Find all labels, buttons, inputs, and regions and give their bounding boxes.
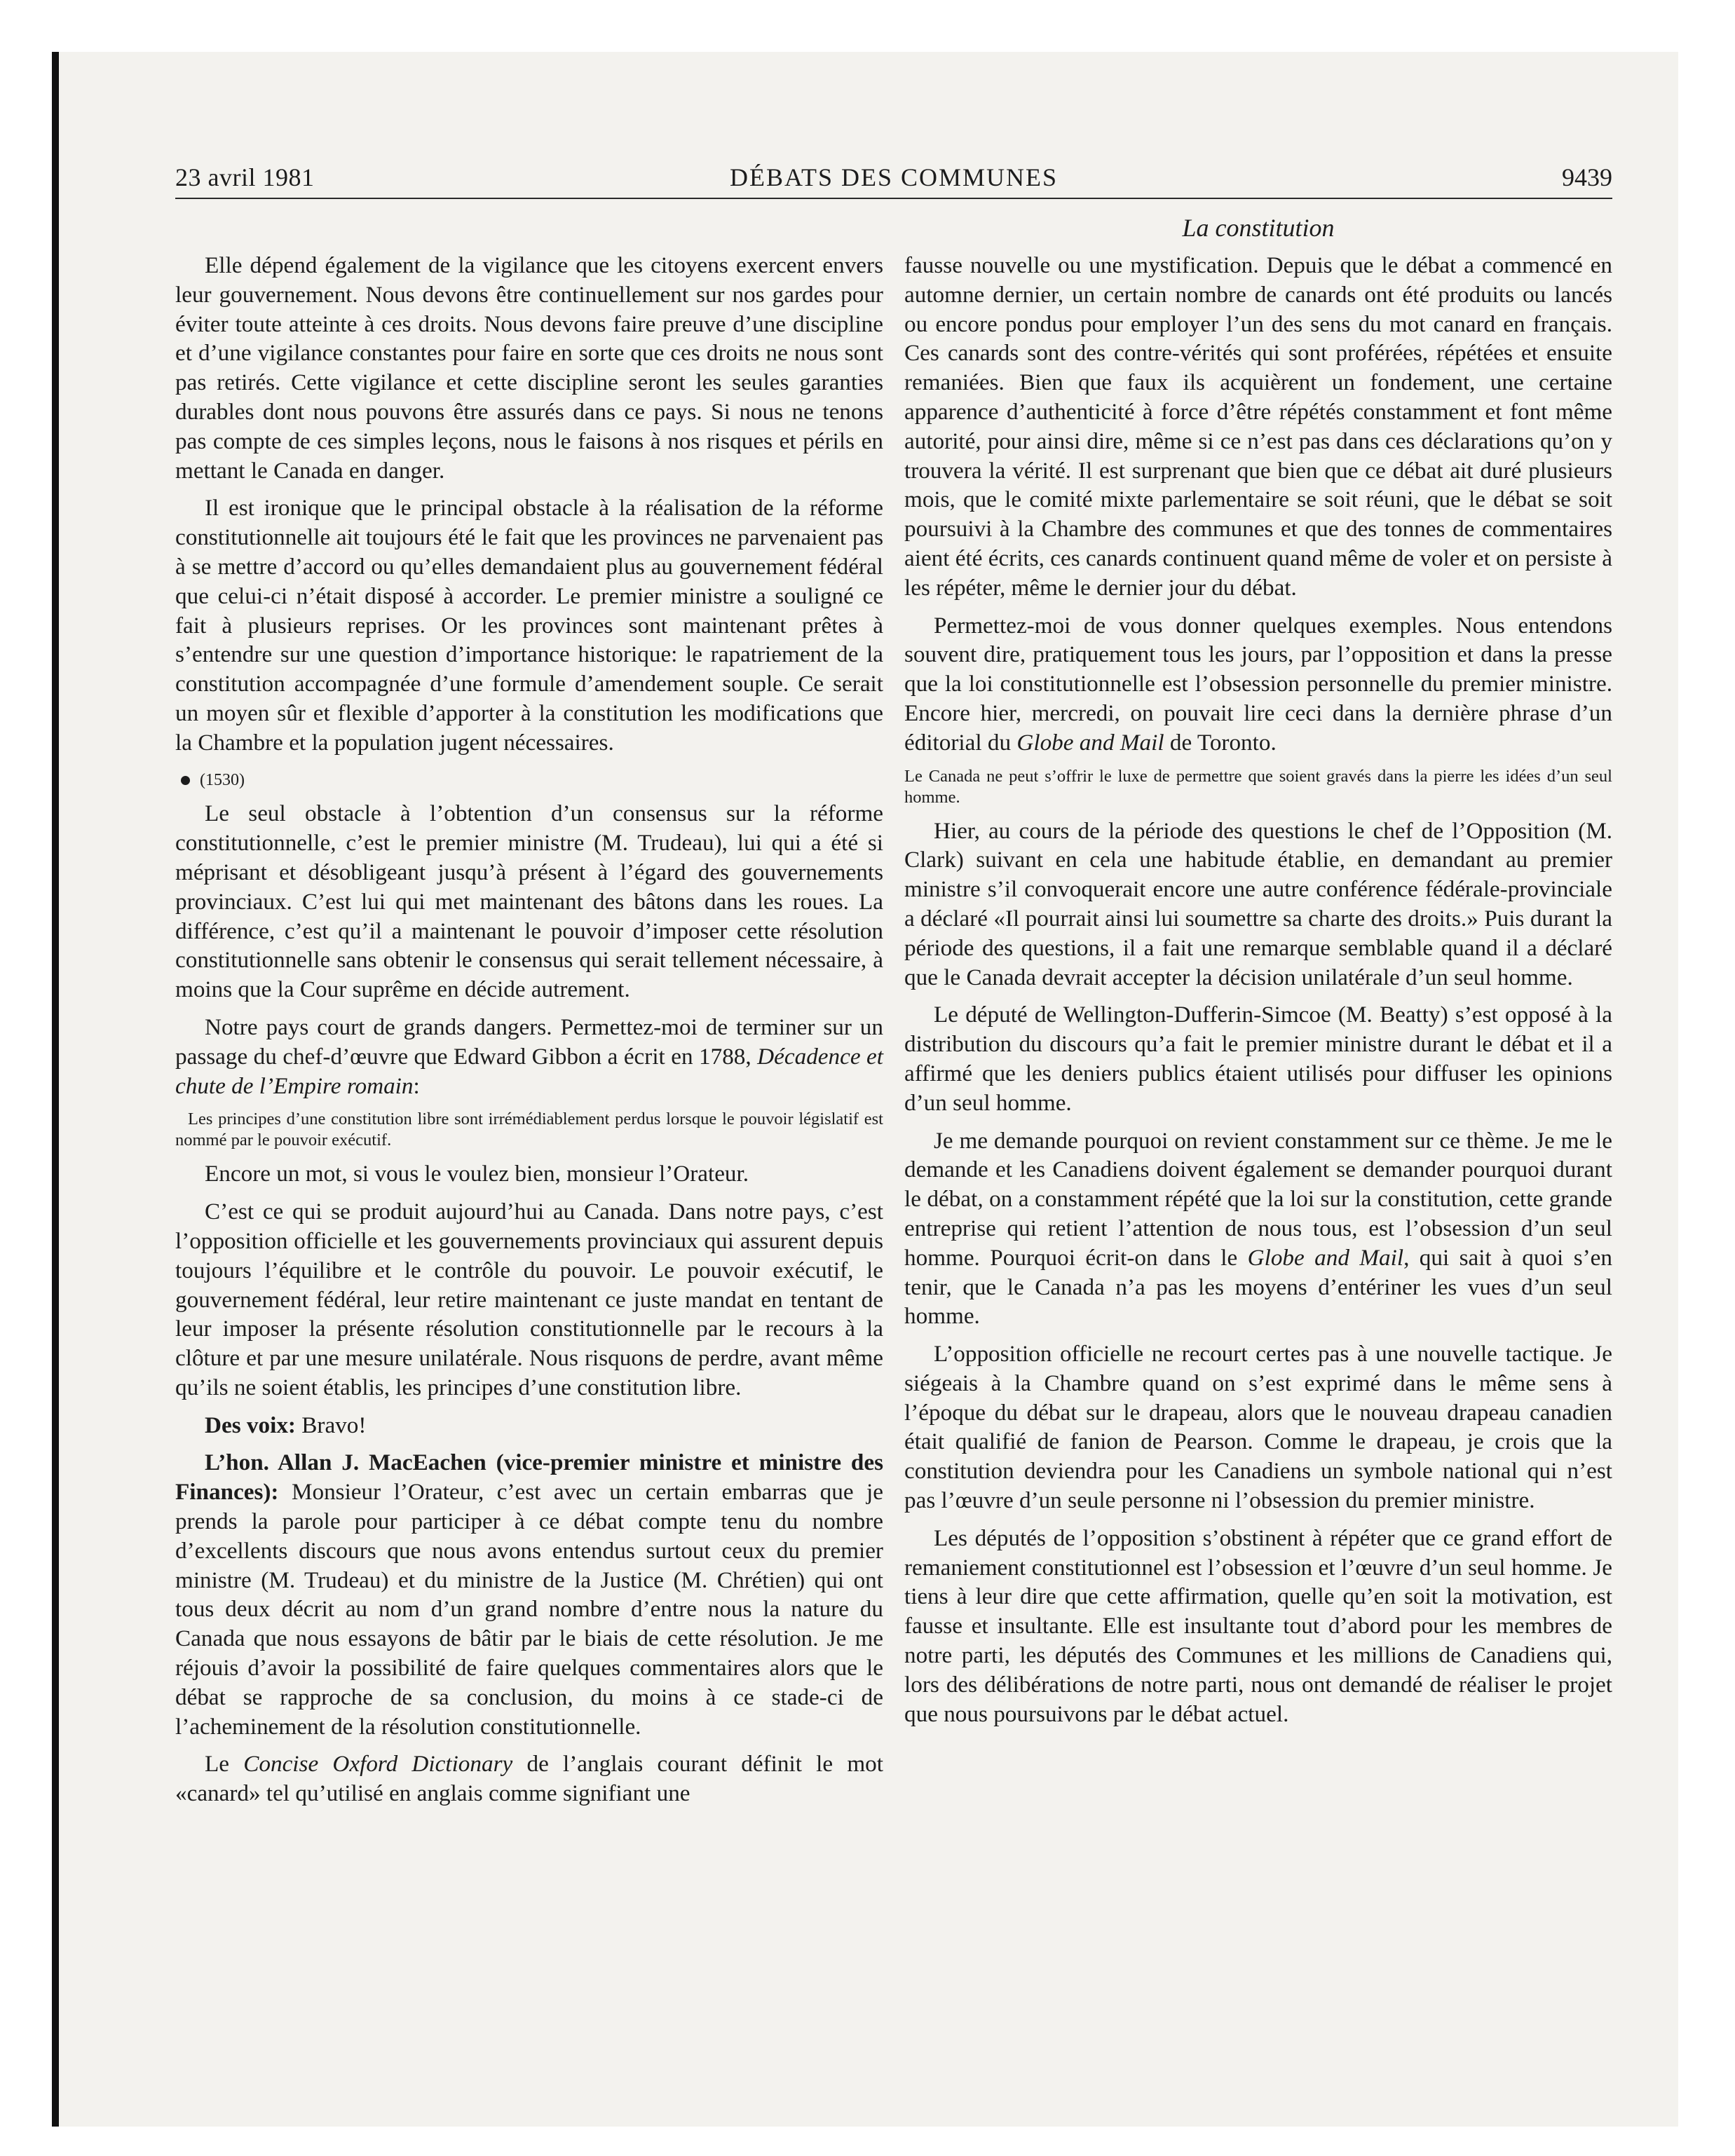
book-title: Concise Oxford Dictionary — [243, 1751, 513, 1778]
running-header — [175, 160, 1612, 199]
paragraph — [904, 611, 1612, 758]
page-number: 9439 — [1562, 163, 1612, 191]
interjection-text: Bravo! — [295, 1412, 367, 1438]
paragraph: fausse nouvelle ou une mystification. Depuis que le débat a commencé en automne dernier, un certain nombre de canards ont été produits ou lancés ou encore pondus pour employer l’un des sens du mot canard en français. Ces canards sont des contre-vérités qui sont proférées, répétées et ensuite remaniées. Bien que faux ils acquièrent un fondement, une certaine apparence d’authenticité à force d’être répétés constamment et font même autorité, pour ainsi dire, même si ce n’est pas dans ces déclarations qu’on y trouvera la vérité. Il est surprenant que bien que ce débat ait duré plusieurs mois, que le comité mixte parlementaire se soit réuni, que le débat se soit poursuivi à la Chambre des communes et que des tonnes de commentaires aient été écrits, ces canards continuent quand même de voler et on persiste à les répéter, même le dernier jour du débat. — [904, 252, 1612, 601]
bullet-icon — [181, 776, 190, 785]
block-quote: Le Canada ne peut s’offrir le luxe de permettre que soient gravés dans la pierre les idées d’un seul homme. — [904, 766, 1612, 807]
section-title: La constitution — [1182, 214, 1335, 242]
paragraph-text: Monsieur l’Orateur, c’est avec un certain embarras que je prends la parole pour participer à ce débat compte tenu du nombre d’excellents discours que nous avons entendus surtout ceux du premier ministre (M. Trudeau) et du ministre de la Justice (M. Chrétien) qui ont tous deux décrit au nom d’un grand nombre d’entre nous la nature du Canada que nous essayons de bâtir par le biais de cette résolution. Je me réjouis d’avoir la possibilité de faire quelques commentaires alors que le débat se rapproche de sa conclusion, du moins à ce stade-ci de l’acheminement de la résolution constitutionnelle. — [175, 1479, 883, 1740]
paragraph: Il est ironique que le principal obstacle à la réalisation de la réforme constitutionnelle ait toujours été le fait que les provinces ne parvenaient pas à se mettre d’accord ou qu’elles demandaient plus au gouvernement fédéral que celui-ci n’était disposé à accorder. Le premier ministre a souligné ce fait à plusieurs reprises. Or les provinces sont maintenant prêtes à s’entendre sur une question d’importance historique: le rapatriement de la constitution accompagnée d’une formule d’amendement souple. Ce serait un moyen sûr et flexible d’apporter à la constitution les modifications que la Chambre et la population jugent nécessaires. — [175, 495, 883, 756]
block-quote: Les principes d’une constitution libre sont irrémédiablement perdus lorsque le pouvoir législatif est nommé par le pouvoir exécutif. — [175, 1110, 883, 1150]
paragraph — [904, 1126, 1612, 1332]
header-title: DÉBATS DES COMMUNES — [729, 163, 1059, 191]
paragraph-text: : — [413, 1072, 420, 1099]
speech-paragraph — [175, 1448, 883, 1741]
paragraph: Encore un mot, si vous le voulez bien, monsieur l’Orateur. — [205, 1161, 749, 1187]
paragraph — [175, 1013, 883, 1100]
paragraph-text: Notre pays court de grands dangers. Permettez-moi de terminer sur un passage du chef-d’œuvre que Edward Gibbon a écrit en 1788, — [175, 1014, 883, 1070]
left-column — [175, 251, 883, 1817]
newspaper-title: Globe and Mail — [1247, 1244, 1404, 1271]
paragraph: Les députés de l’opposition s’obstinent à répéter que ce grand effort de remaniement constitutionnel est l’obsession et l’œuvre d’un seul homme. Je tiens à leur dire que cette affirmation, quelle qu’en soit la motivation, est fausse et insultante. Elle est insultante tout d’abord pour les membres de notre parti, les députés des Communes et les millions de Canadiens qui, lors des délibérations de notre parti, nous ont demandé de réaliser le projet que nous poursuivons par le débat actuel. — [904, 1524, 1612, 1727]
paragraph-text: , qui sait à quoi s’en tenir, que le Canada n’a pas les moyens d’entériner les vues d’un seul homme. — [904, 1244, 1612, 1330]
paragraph-text: Le — [205, 1751, 244, 1778]
right-column — [904, 251, 1612, 1737]
interjection — [175, 1411, 883, 1440]
page-binding-shadow — [52, 52, 59, 2127]
paragraph-text: de l’anglais courant définit le mot «canard» tel qu’utilisé en anglais comme signifiant une — [175, 1751, 883, 1807]
paragraph: Hier, au cours de la période des questions le chef de l’Opposition (M. Clark) suivant en cela une habitude établie, en demandant au premier ministre s’il convoquerait encore une autre conférence fédérale-provinciale a déclaré «Il pourrait ainsi lui soumettre sa charte des droits.» Puis durant la période des questions, il a fait une remarque semblable quand il a déclaré que le Canada devrait accepter la décision unilatérale d’un seul homme. — [904, 817, 1612, 990]
time-marker-text: (1530) — [200, 770, 245, 789]
paragraph: Elle dépend également de la vigilance que les citoyens exercent envers leur gouvernement. Nous devons être continuellement sur nos gardes pour éviter toute atteinte à ces droits. Nous devons faire preuve d’une discipline et d’une vigilance constantes pour faire en sorte que ces droits ne nous sont pas retirés. Cette vigilance et cette discipline seront les seules garanties durables dont nous pouvons être assurés dans ce pays. Si nous ne tenons pas compte de ces simples leçons, nous le faisons à nos risques et périls en mettant le Canada en danger. — [175, 252, 883, 484]
paragraph: Le seul obstacle à l’obtention d’un consensus sur la réforme constitutionnelle, c’est le premier ministre (M. Trudeau), lui qui a été si méprisant et désobligeant jusqu’à présent à l’égard des gouvernements provinciaux. C’est lui qui met maintenant des bâtons dans les roues. La différence, c’est qu’il a maintenant le pouvoir d’imposer cette résolution constitutionnelle sans obtenir le consensus qui serait tellement nécessaire, à moins que la Cour suprême en décide autrement. — [175, 800, 883, 1003]
paragraph: C’est ce qui se produit aujourd’hui au Canada. Dans notre pays, c’est l’opposition officielle et les gouvernements provinciaux qui assurent depuis toujours l’équilibre et le contrôle du pouvoir. Le pouvoir exécutif, le gouvernement fédéral, leur retire maintenant ce juste mandat en tentant de leur imposer la présente résolution constitutionnelle par le recours à la clôture et par une mesure unilatérale. Nous risquons de perdre, avant même qu’ils ne soient établis, les principes d’une constitution libre. — [175, 1199, 883, 1400]
speaker-name: Des voix: — [205, 1412, 296, 1438]
paragraph — [175, 1749, 883, 1808]
paragraph: L’opposition officielle ne recourt certes pas à une nouvelle tactique. Je siégeais à la Chambre quand on s’est exprimé dans le même sens à l’époque du débat sur le drapeau, alors que le nouveau drapeau canadien était qualifié de fanion de Pearson. Comme le drapeau, je crois que la constitution deviendra pour les Canadiens un symbole national qui n’est pas l’œuvre d’un seule personne ni l’obsession du premier ministre. — [904, 1341, 1612, 1514]
speaker-name: L’hon. Allan J. MacEachen (vice-premier ministre et ministre des Finances): — [175, 1449, 883, 1506]
book-title: Décadence et chute de l’Empire romain — [175, 1043, 883, 1099]
header-date: 23 avril 1981 — [175, 163, 315, 191]
paragraph-text: Permettez-moi de vous donner quelques exemples. Nous entendons souvent dire, pratiquement tous les jours, par l’opposition et dans la presse que la loi constitutionnelle est l’obsession personnelle du premier ministre. Encore hier, mercredi, on pouvait lire ceci dans la dernière phrase d’un éditorial du — [904, 612, 1612, 756]
paragraph-text: Je me demande pourquoi on revient constamment sur ce thème. Je me le demande et les Canadiens doivent également se demander pourquoi durant le débat, on a constamment répété que la loi sur la constitution, cette grande entreprise qui retient l’attention de nous tous, est l’obsession d’un seul homme. Pourquoi écrit-on dans le — [904, 1127, 1612, 1271]
paragraph-text: de Toronto. — [1164, 729, 1277, 756]
newspaper-title: Globe and Mail — [1016, 729, 1164, 756]
paragraph: Le député de Wellington-Dufferin-Simcoe (M. Beatty) s’est opposé à la distribution du discours qu’a fait le premier ministre durant le débat et il a affirmé que les deniers publics étaient utilisés pour diffuser les opinions d’un seul homme. — [904, 1002, 1612, 1116]
time-marker — [181, 766, 883, 796]
